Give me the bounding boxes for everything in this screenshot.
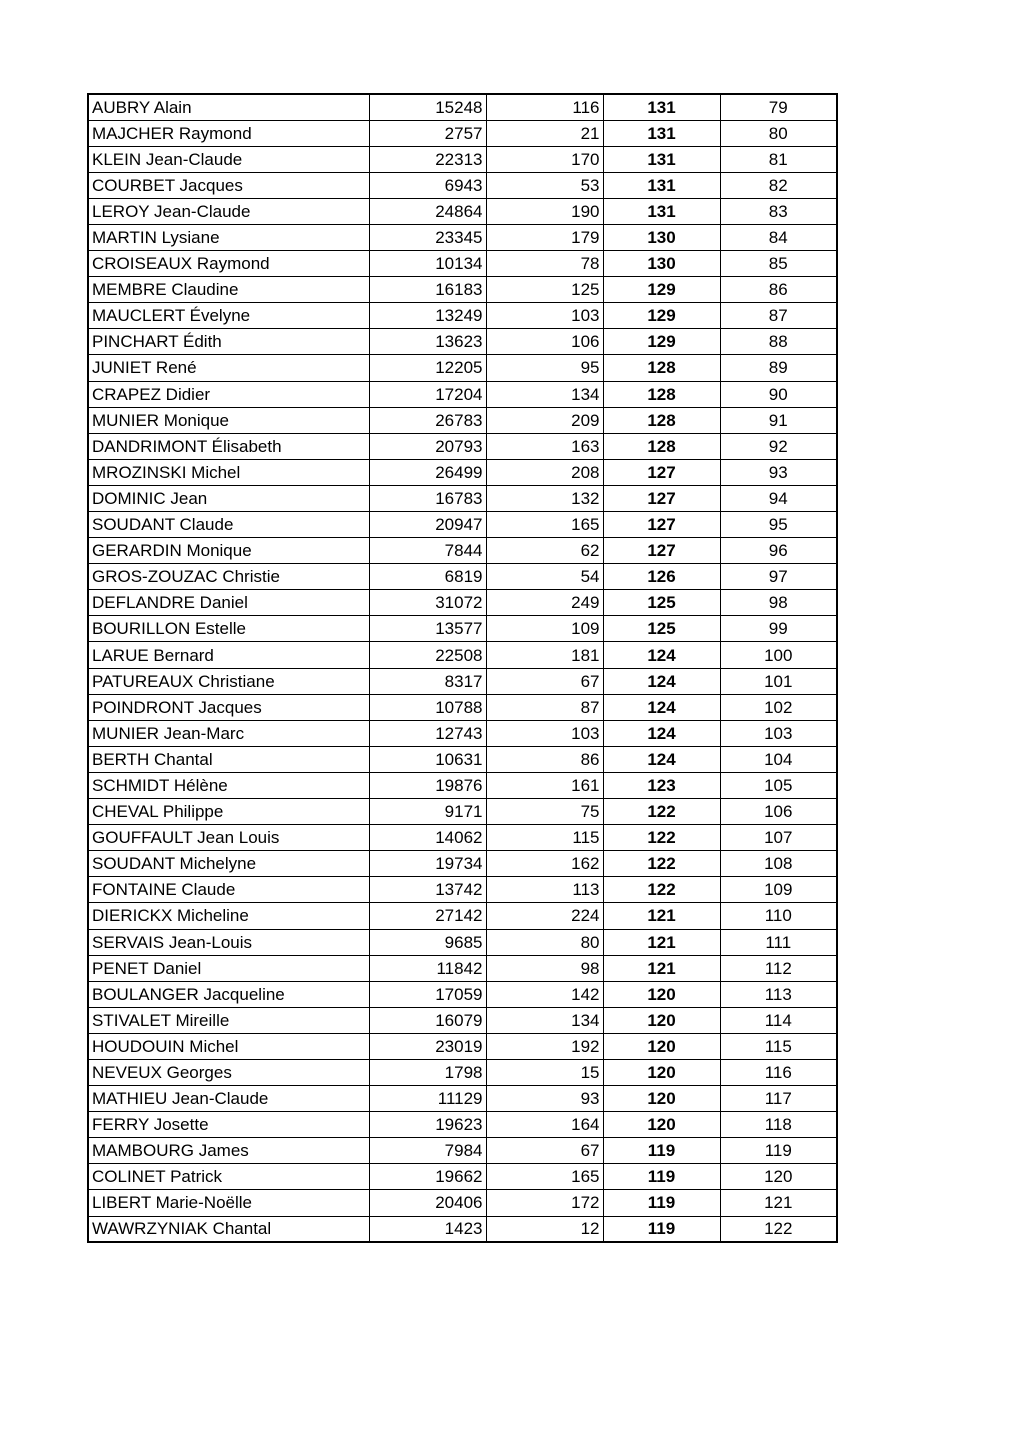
value-b-cell: 179: [486, 224, 603, 250]
rank-cell: 110: [720, 903, 837, 929]
rank-cell: 94: [720, 485, 837, 511]
table-row: [88, 538, 837, 564]
table-row: [88, 381, 837, 407]
value-a-cell: 11129: [369, 1086, 486, 1112]
score-cell: 128: [603, 381, 720, 407]
value-b-cell: 98: [486, 955, 603, 981]
table-row: [88, 355, 837, 381]
value-b-cell: 75: [486, 799, 603, 825]
rank-cell: 88: [720, 329, 837, 355]
value-a-cell: 13623: [369, 329, 486, 355]
name-cell: PINCHART Édith: [88, 329, 369, 355]
name-cell: MAMBOURG James: [88, 1138, 369, 1164]
value-a-cell: 17204: [369, 381, 486, 407]
value-b-cell: 190: [486, 198, 603, 224]
score-cell: 128: [603, 433, 720, 459]
name-cell: SERVAIS Jean-Louis: [88, 929, 369, 955]
value-b-cell: 134: [486, 381, 603, 407]
table-row: [88, 642, 837, 668]
name-cell: KLEIN Jean-Claude: [88, 146, 369, 172]
name-cell: LIBERT Marie-Noëlle: [88, 1190, 369, 1216]
table-row: [88, 877, 837, 903]
value-a-cell: 13249: [369, 303, 486, 329]
value-a-cell: 14062: [369, 825, 486, 851]
rank-cell: 89: [720, 355, 837, 381]
name-cell: SOUDANT Michelyne: [88, 851, 369, 877]
value-a-cell: 10134: [369, 251, 486, 277]
value-a-cell: 10788: [369, 694, 486, 720]
rank-cell: 105: [720, 772, 837, 798]
rank-cell: 114: [720, 1007, 837, 1033]
value-a-cell: 22508: [369, 642, 486, 668]
ranking-table-body: [88, 94, 837, 1242]
value-a-cell: 23019: [369, 1033, 486, 1059]
name-cell: MEMBRE Claudine: [88, 277, 369, 303]
rank-cell: 106: [720, 799, 837, 825]
table-row: [88, 1164, 837, 1190]
value-a-cell: 26783: [369, 407, 486, 433]
rank-cell: 97: [720, 564, 837, 590]
table-row: [88, 825, 837, 851]
value-b-cell: 209: [486, 407, 603, 433]
value-a-cell: 12205: [369, 355, 486, 381]
rank-cell: 121: [720, 1190, 837, 1216]
table-row: [88, 277, 837, 303]
value-b-cell: 80: [486, 929, 603, 955]
name-cell: BOULANGER Jacqueline: [88, 981, 369, 1007]
table-row: [88, 694, 837, 720]
score-cell: 124: [603, 642, 720, 668]
rank-cell: 95: [720, 512, 837, 538]
name-cell: HOUDOUIN Michel: [88, 1033, 369, 1059]
rank-cell: 85: [720, 251, 837, 277]
value-b-cell: 164: [486, 1112, 603, 1138]
value-a-cell: 19876: [369, 772, 486, 798]
value-b-cell: 181: [486, 642, 603, 668]
score-cell: 127: [603, 538, 720, 564]
value-a-cell: 8317: [369, 668, 486, 694]
score-cell: 130: [603, 224, 720, 250]
value-b-cell: 224: [486, 903, 603, 929]
value-b-cell: 62: [486, 538, 603, 564]
table-row: [88, 120, 837, 146]
name-cell: PENET Daniel: [88, 955, 369, 981]
rank-cell: 111: [720, 929, 837, 955]
rank-cell: 80: [720, 120, 837, 146]
table-row: [88, 146, 837, 172]
name-cell: BOURILLON Estelle: [88, 616, 369, 642]
name-cell: JUNIET René: [88, 355, 369, 381]
table-row: [88, 172, 837, 198]
value-a-cell: 19662: [369, 1164, 486, 1190]
table-row: [88, 485, 837, 511]
score-cell: 120: [603, 1059, 720, 1085]
value-b-cell: 172: [486, 1190, 603, 1216]
name-cell: MUNIER Jean-Marc: [88, 720, 369, 746]
rank-cell: 79: [720, 94, 837, 120]
table-row: [88, 198, 837, 224]
table-row: [88, 1059, 837, 1085]
table-row: [88, 459, 837, 485]
table-row: [88, 251, 837, 277]
name-cell: STIVALET Mireille: [88, 1007, 369, 1033]
score-cell: 124: [603, 694, 720, 720]
name-cell: DEFLANDRE Daniel: [88, 590, 369, 616]
value-a-cell: 20947: [369, 512, 486, 538]
rank-cell: 81: [720, 146, 837, 172]
name-cell: PATUREAUX Christiane: [88, 668, 369, 694]
value-a-cell: 16079: [369, 1007, 486, 1033]
rank-cell: 108: [720, 851, 837, 877]
value-a-cell: 13742: [369, 877, 486, 903]
rank-cell: 99: [720, 616, 837, 642]
value-a-cell: 27142: [369, 903, 486, 929]
name-cell: FONTAINE Claude: [88, 877, 369, 903]
value-b-cell: 109: [486, 616, 603, 642]
value-b-cell: 67: [486, 1138, 603, 1164]
table-row: [88, 929, 837, 955]
name-cell: LARUE Bernard: [88, 642, 369, 668]
score-cell: 131: [603, 172, 720, 198]
ranking-table: [87, 93, 838, 1243]
name-cell: CROISEAUX Raymond: [88, 251, 369, 277]
value-a-cell: 7984: [369, 1138, 486, 1164]
table-row: [88, 955, 837, 981]
score-cell: 119: [603, 1216, 720, 1242]
rank-cell: 122: [720, 1216, 837, 1242]
value-b-cell: 249: [486, 590, 603, 616]
rank-cell: 120: [720, 1164, 837, 1190]
rank-cell: 83: [720, 198, 837, 224]
score-cell: 128: [603, 407, 720, 433]
score-cell: 125: [603, 590, 720, 616]
value-b-cell: 170: [486, 146, 603, 172]
score-cell: 120: [603, 1033, 720, 1059]
value-b-cell: 132: [486, 485, 603, 511]
value-b-cell: 103: [486, 720, 603, 746]
rank-cell: 84: [720, 224, 837, 250]
value-b-cell: 161: [486, 772, 603, 798]
value-b-cell: 93: [486, 1086, 603, 1112]
value-a-cell: 20406: [369, 1190, 486, 1216]
table-row: [88, 720, 837, 746]
name-cell: MUNIER Monique: [88, 407, 369, 433]
score-cell: 121: [603, 955, 720, 981]
rank-cell: 109: [720, 877, 837, 903]
table-row: [88, 433, 837, 459]
rank-cell: 117: [720, 1086, 837, 1112]
rank-cell: 96: [720, 538, 837, 564]
score-cell: 120: [603, 1007, 720, 1033]
name-cell: NEVEUX Georges: [88, 1059, 369, 1085]
table-row: [88, 512, 837, 538]
name-cell: GERARDIN Monique: [88, 538, 369, 564]
score-cell: 120: [603, 1086, 720, 1112]
score-cell: 129: [603, 329, 720, 355]
table-row: [88, 903, 837, 929]
score-cell: 122: [603, 851, 720, 877]
score-cell: 124: [603, 746, 720, 772]
name-cell: GROS-ZOUZAC Christie: [88, 564, 369, 590]
score-cell: 122: [603, 825, 720, 851]
rank-cell: 112: [720, 955, 837, 981]
value-b-cell: 192: [486, 1033, 603, 1059]
rank-cell: 113: [720, 981, 837, 1007]
score-cell: 128: [603, 355, 720, 381]
value-b-cell: 21: [486, 120, 603, 146]
score-cell: 127: [603, 485, 720, 511]
rank-cell: 98: [720, 590, 837, 616]
name-cell: COLINET Patrick: [88, 1164, 369, 1190]
value-a-cell: 19623: [369, 1112, 486, 1138]
score-cell: 121: [603, 929, 720, 955]
value-a-cell: 11842: [369, 955, 486, 981]
table-row: [88, 799, 837, 825]
table-row: [88, 616, 837, 642]
value-b-cell: 12: [486, 1216, 603, 1242]
rank-cell: 118: [720, 1112, 837, 1138]
value-a-cell: 7844: [369, 538, 486, 564]
table-row: [88, 1007, 837, 1033]
table-row: [88, 746, 837, 772]
value-a-cell: 12743: [369, 720, 486, 746]
score-cell: 127: [603, 512, 720, 538]
value-b-cell: 165: [486, 1164, 603, 1190]
value-b-cell: 116: [486, 94, 603, 120]
name-cell: MARTIN Lysiane: [88, 224, 369, 250]
rank-cell: 93: [720, 459, 837, 485]
rank-cell: 102: [720, 694, 837, 720]
table-row: [88, 1138, 837, 1164]
rank-cell: 82: [720, 172, 837, 198]
score-cell: 131: [603, 120, 720, 146]
rank-cell: 90: [720, 381, 837, 407]
table-row: [88, 224, 837, 250]
value-a-cell: 20793: [369, 433, 486, 459]
name-cell: AUBRY Alain: [88, 94, 369, 120]
value-b-cell: 125: [486, 277, 603, 303]
table-row: [88, 329, 837, 355]
name-cell: SCHMIDT Hélène: [88, 772, 369, 798]
value-a-cell: 15248: [369, 94, 486, 120]
table-row: [88, 94, 837, 120]
value-b-cell: 208: [486, 459, 603, 485]
name-cell: CHEVAL Philippe: [88, 799, 369, 825]
value-a-cell: 22313: [369, 146, 486, 172]
name-cell: CRAPEZ Didier: [88, 381, 369, 407]
score-cell: 131: [603, 146, 720, 172]
name-cell: DIERICKX Micheline: [88, 903, 369, 929]
rank-cell: 87: [720, 303, 837, 329]
table-row: [88, 851, 837, 877]
rank-cell: 101: [720, 668, 837, 694]
name-cell: LEROY Jean-Claude: [88, 198, 369, 224]
score-cell: 130: [603, 251, 720, 277]
value-a-cell: 9171: [369, 799, 486, 825]
score-cell: 122: [603, 799, 720, 825]
value-a-cell: 23345: [369, 224, 486, 250]
value-b-cell: 142: [486, 981, 603, 1007]
score-cell: 124: [603, 720, 720, 746]
score-cell: 131: [603, 94, 720, 120]
name-cell: COURBET Jacques: [88, 172, 369, 198]
name-cell: FERRY Josette: [88, 1112, 369, 1138]
name-cell: BERTH Chantal: [88, 746, 369, 772]
value-b-cell: 53: [486, 172, 603, 198]
table-row: [88, 981, 837, 1007]
value-b-cell: 134: [486, 1007, 603, 1033]
table-row: [88, 564, 837, 590]
value-a-cell: 6819: [369, 564, 486, 590]
value-b-cell: 86: [486, 746, 603, 772]
score-cell: 122: [603, 877, 720, 903]
table-row: [88, 303, 837, 329]
value-a-cell: 31072: [369, 590, 486, 616]
value-b-cell: 162: [486, 851, 603, 877]
score-cell: 129: [603, 277, 720, 303]
value-b-cell: 15: [486, 1059, 603, 1085]
score-cell: 126: [603, 564, 720, 590]
value-b-cell: 78: [486, 251, 603, 277]
rank-cell: 116: [720, 1059, 837, 1085]
value-a-cell: 16183: [369, 277, 486, 303]
table-row: [88, 407, 837, 433]
rank-cell: 104: [720, 746, 837, 772]
score-cell: 129: [603, 303, 720, 329]
name-cell: MATHIEU Jean-Claude: [88, 1086, 369, 1112]
score-cell: 123: [603, 772, 720, 798]
value-b-cell: 54: [486, 564, 603, 590]
rank-cell: 115: [720, 1033, 837, 1059]
value-a-cell: 1798: [369, 1059, 486, 1085]
rank-cell: 103: [720, 720, 837, 746]
score-cell: 131: [603, 198, 720, 224]
score-cell: 127: [603, 459, 720, 485]
name-cell: SOUDANT Claude: [88, 512, 369, 538]
value-b-cell: 115: [486, 825, 603, 851]
value-b-cell: 165: [486, 512, 603, 538]
table-row: [88, 1112, 837, 1138]
value-a-cell: 17059: [369, 981, 486, 1007]
value-a-cell: 6943: [369, 172, 486, 198]
name-cell: WAWRZYNIAK Chantal: [88, 1216, 369, 1242]
table-row: [88, 772, 837, 798]
name-cell: MROZINSKI Michel: [88, 459, 369, 485]
score-cell: 125: [603, 616, 720, 642]
value-b-cell: 87: [486, 694, 603, 720]
value-a-cell: 16783: [369, 485, 486, 511]
value-a-cell: 26499: [369, 459, 486, 485]
value-b-cell: 113: [486, 877, 603, 903]
table-row: [88, 1033, 837, 1059]
score-cell: 124: [603, 668, 720, 694]
name-cell: MAUCLERT Évelyne: [88, 303, 369, 329]
score-cell: 119: [603, 1190, 720, 1216]
score-cell: 119: [603, 1138, 720, 1164]
rank-cell: 92: [720, 433, 837, 459]
value-a-cell: 2757: [369, 120, 486, 146]
score-cell: 120: [603, 1112, 720, 1138]
rank-cell: 107: [720, 825, 837, 851]
name-cell: DANDRIMONT Élisabeth: [88, 433, 369, 459]
name-cell: DOMINIC Jean: [88, 485, 369, 511]
value-a-cell: 13577: [369, 616, 486, 642]
rank-cell: 100: [720, 642, 837, 668]
value-a-cell: 10631: [369, 746, 486, 772]
name-cell: POINDRONT Jacques: [88, 694, 369, 720]
score-cell: 120: [603, 981, 720, 1007]
score-cell: 121: [603, 903, 720, 929]
rank-cell: 119: [720, 1138, 837, 1164]
table-row: [88, 668, 837, 694]
name-cell: MAJCHER Raymond: [88, 120, 369, 146]
value-b-cell: 103: [486, 303, 603, 329]
table-row: [88, 1086, 837, 1112]
value-b-cell: 106: [486, 329, 603, 355]
table-row: [88, 1216, 837, 1242]
score-cell: 119: [603, 1164, 720, 1190]
value-a-cell: 19734: [369, 851, 486, 877]
value-b-cell: 163: [486, 433, 603, 459]
rank-cell: 86: [720, 277, 837, 303]
value-a-cell: 9685: [369, 929, 486, 955]
value-b-cell: 67: [486, 668, 603, 694]
value-a-cell: 1423: [369, 1216, 486, 1242]
value-b-cell: 95: [486, 355, 603, 381]
rank-cell: 91: [720, 407, 837, 433]
value-a-cell: 24864: [369, 198, 486, 224]
table-row: [88, 590, 837, 616]
name-cell: GOUFFAULT Jean Louis: [88, 825, 369, 851]
table-row: [88, 1190, 837, 1216]
